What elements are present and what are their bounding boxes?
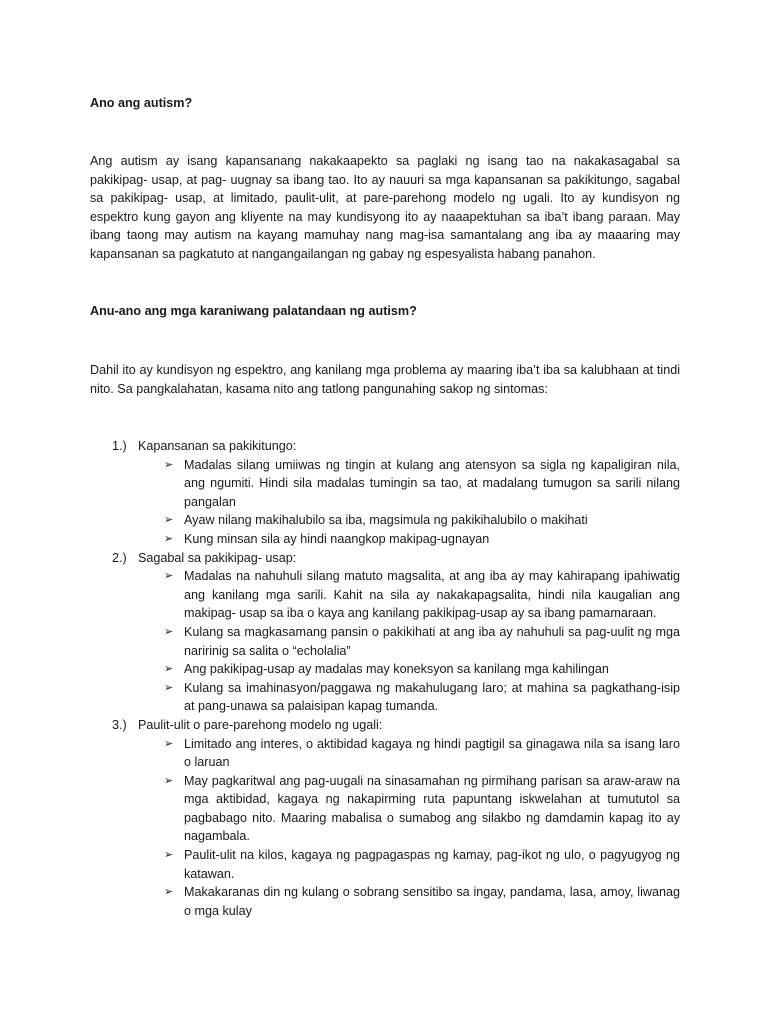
section-number: 2.) xyxy=(112,550,127,565)
list-item-text: May pagkaritwal ang pag-uugali na sinasamahan ng pirmihang parisan sa araw-araw na mga aktibidad, kagaya ng nakapirming ruta papuntang iskwelahan at tumututol sa pagbabago nito. Maaring mabalisa o sumabog ang silakbo ng damdamin kapag ito ay nagambala. xyxy=(184,773,680,844)
list-item-text: Paulit-ulit na kilos, kagaya ng pagpagaspas ng kamay, pag-ikot ng ulo, o pagyugyog ng katawan. xyxy=(184,848,680,881)
section-title: Sagabal sa pakikipag- usap: xyxy=(138,550,297,565)
section-2-label xyxy=(90,549,680,568)
list-item-text: Ang pakikipag-usap ay madalas may koneksyon sa kanilang mga kahilingan xyxy=(184,662,609,677)
list-item-text: Madalas na nahuhuli silang matuto magsalita, at ang iba ay may kahirapang ipahiwatig ang kanilang mga sarili. Kahit na sila ay nakakapagsalita, hindi nila kaugalian ang makipag- usap sa iba o kaya ang kanilang pakikipag-usap ay sa ibang pamamaraan. xyxy=(184,569,680,621)
list-item xyxy=(160,679,680,716)
list-item-text: Kulang sa magkasamang pansin o pakikihati at ang iba ay nahuhuli sa pag-uulit ng mga naririnig sa salita o “echolalia” xyxy=(184,624,680,658)
list-item-text: Limitado ang interes, o aktibidad kagaya ng hindi pagtigil sa ginagawa nila sa isang laro o laruan xyxy=(184,736,680,770)
arrow-bullet-icon: ➢ xyxy=(164,737,174,750)
list-item xyxy=(160,567,680,623)
paragraph-spectrum: Dahil ito ay kundisyon ng espektro, ang kanilang mga problema ay maaring iba’t iba sa kalubhaan at tindi nito. Sa pangkalahatan, kasama nito ang tatlong pangunahing sakop ng sintomas: xyxy=(90,363,680,396)
arrow-bullet-icon: ➢ xyxy=(164,570,174,583)
section-number: 1.) xyxy=(112,439,127,453)
arrow-bullet-icon: ➢ xyxy=(164,514,174,527)
arrow-bullet-icon: ➢ xyxy=(164,625,174,638)
arrow-bullet-icon: ➢ xyxy=(164,849,174,862)
heading-what-is-autism: Ano ang autism? xyxy=(90,96,193,110)
arrow-bullet-icon: ➢ xyxy=(164,458,174,471)
list-item-text: Makakaranas din ng kulang o sobrang sensitibo sa ingay, pandama, lasa, amoy, liwanag o mga kulay xyxy=(184,885,680,918)
list-item xyxy=(160,846,680,883)
list-item-text: Madalas silang umiiwas ng tingin at kulang ang atensyon sa sigla ng kapaligiran nila, ang ngumiti. Hindi sila madalas tumingin sa tao, at madalang tumugon sa sarili nilang pangalan xyxy=(184,457,680,509)
list-item-text: Kung minsan sila ay hindi naangkop makipag-ugnayan xyxy=(184,531,490,546)
list-item-text: Kulang sa imahinasyon/paggawa ng makahulugang laro; at mahina sa pagkathang-isip at pang-unawa sa palaisipan kapag tumanda. xyxy=(184,680,680,714)
paragraph-definition: Ang autism ay isang kapansanang nakakaapekto sa paglaki ng isang tao na nakakasagabal sa pakikipag- usap, at pag- uugnay sa ibang tao. Ito ay nauuri sa mga kapansanan sa pakikitungo, sagabal sa pakikipag- usap, at limitado, paulit-ulit, at pare-parehong modelo ng ugali. Ito ay kundisyon ng espektro kung gayon ang kliyente na may kundisyong ito ay naaapektuhan sa iba’t ibang paraan. May ibang taong may autism na kayang mamuhay nang mag-isa samantalang ang iba ay maaaring may kapansanan sa pagkatuto at nangangailangan ng gabay ng espesyalista habang panahon. xyxy=(90,154,680,261)
arrow-bullet-icon: ➢ xyxy=(164,663,174,676)
arrow-bullet-icon: ➢ xyxy=(164,774,174,787)
section-title: Paulit-ulit o pare-parehong modelo ng ugali: xyxy=(138,717,383,732)
section-3-label xyxy=(90,716,680,735)
list-item-text: Ayaw nilang makihalubilo sa iba, magsimula ng pakikihalubilo o makihati xyxy=(184,513,588,528)
section-number: 3.) xyxy=(112,717,127,732)
heading-common-signs: Anu-ano ang mga karaniwang palatandaan ng autism? xyxy=(90,304,417,318)
list-item xyxy=(160,772,680,846)
list-item xyxy=(160,883,680,920)
arrow-bullet-icon: ➢ xyxy=(164,681,174,694)
list-item xyxy=(160,623,680,660)
list-item xyxy=(160,456,680,512)
arrow-bullet-icon: ➢ xyxy=(164,886,174,899)
symptom-list xyxy=(90,437,680,920)
list-item xyxy=(160,511,680,530)
section-1-label xyxy=(90,437,680,456)
arrow-bullet-icon: ➢ xyxy=(164,532,174,545)
list-item xyxy=(160,660,680,679)
section-title: Kapansanan sa pakikitungo: xyxy=(138,439,297,453)
list-item xyxy=(160,530,680,549)
list-item xyxy=(160,735,680,772)
